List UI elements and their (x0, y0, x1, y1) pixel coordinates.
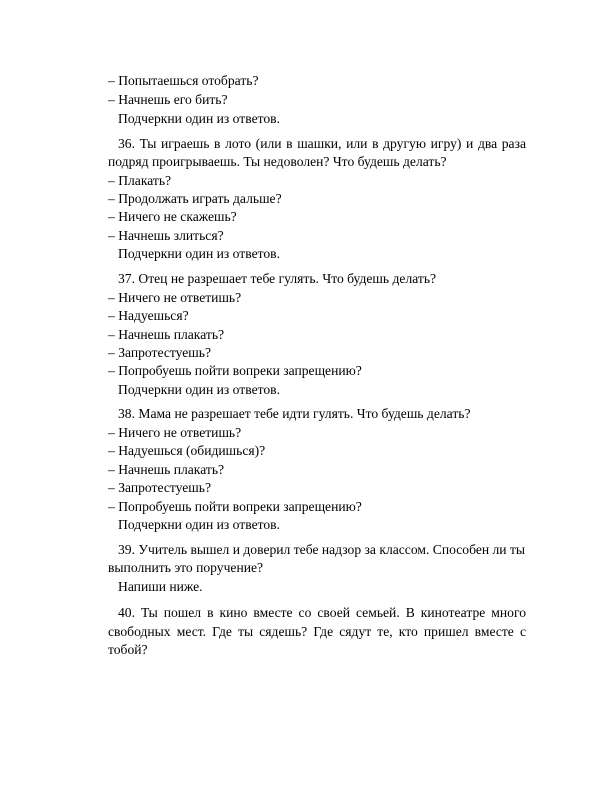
q35-instruction: Подчеркни один из ответов. (118, 111, 280, 126)
q37-option-1: – Ничего не ответишь? (108, 290, 242, 305)
q37-option-4: – Запротестуешь? (108, 345, 212, 360)
q36-text-line-1: 36. Ты играешь в лото (или в шашки, или в другую игру) и два раза (118, 136, 526, 151)
q36-option-2: – Продолжать играть дальше? (108, 191, 282, 206)
q38-instruction: Подчеркни один из ответов. (118, 517, 280, 532)
q37-text: 37. Отец не разрешает тебе гулять. Что будешь делать? (118, 271, 437, 286)
q38-text: 38. Мама не разрешает тебе идти гулять. Что будешь делать? (118, 406, 471, 421)
q37-option-5: – Попробуешь пойти вопреки запрещению? (108, 363, 362, 378)
q35-option-2: – Начнешь его бить? (108, 92, 228, 107)
q36-text-line-2: подряд проигрываешь. Ты недоволен? Что будешь делать? (108, 154, 447, 169)
q35-option-1: – Попытаешься отобрать? (108, 73, 259, 88)
q39-text-line-1: 39. Учитель вышел и доверил тебе надзор за классом. Способен ли ты (118, 542, 526, 557)
q38-option-5: – Попробуешь пойти вопреки запрещению? (108, 499, 362, 514)
q39-instruction: Напиши ниже. (118, 579, 203, 594)
q36-option-4: – Начнешь злиться? (108, 228, 224, 243)
q36-option-3: – Ничего не скажешь? (108, 209, 237, 224)
q36-instruction: Подчеркни один из ответов. (118, 246, 280, 261)
q38-option-3: – Начнешь плакать? (108, 462, 225, 477)
q37-instruction: Подчеркни один из ответов. (118, 382, 280, 397)
q40-text-line-1: 40. Ты пошел в кино вместе со своей семьей. В кинотеатре много (118, 605, 526, 620)
q39-text-line-2: выполнить это поручение? (108, 560, 264, 575)
q37-option-3: – Начнешь плакать? (108, 327, 225, 342)
q40-text-line-2: свободных мест. Где ты сядешь? Где сядут те, кто пришел вместе с (108, 624, 526, 639)
q38-option-1: – Ничего не ответишь? (108, 425, 242, 440)
q38-option-4: – Запротестуешь? (108, 480, 212, 495)
q37-option-2: – Надуешься? (108, 308, 189, 323)
q38-option-2: – Надуешься (обидишься)? (108, 443, 266, 458)
q36-option-1: – Плакать? (108, 173, 172, 188)
q40-text-line-3: тобой? (108, 642, 148, 657)
